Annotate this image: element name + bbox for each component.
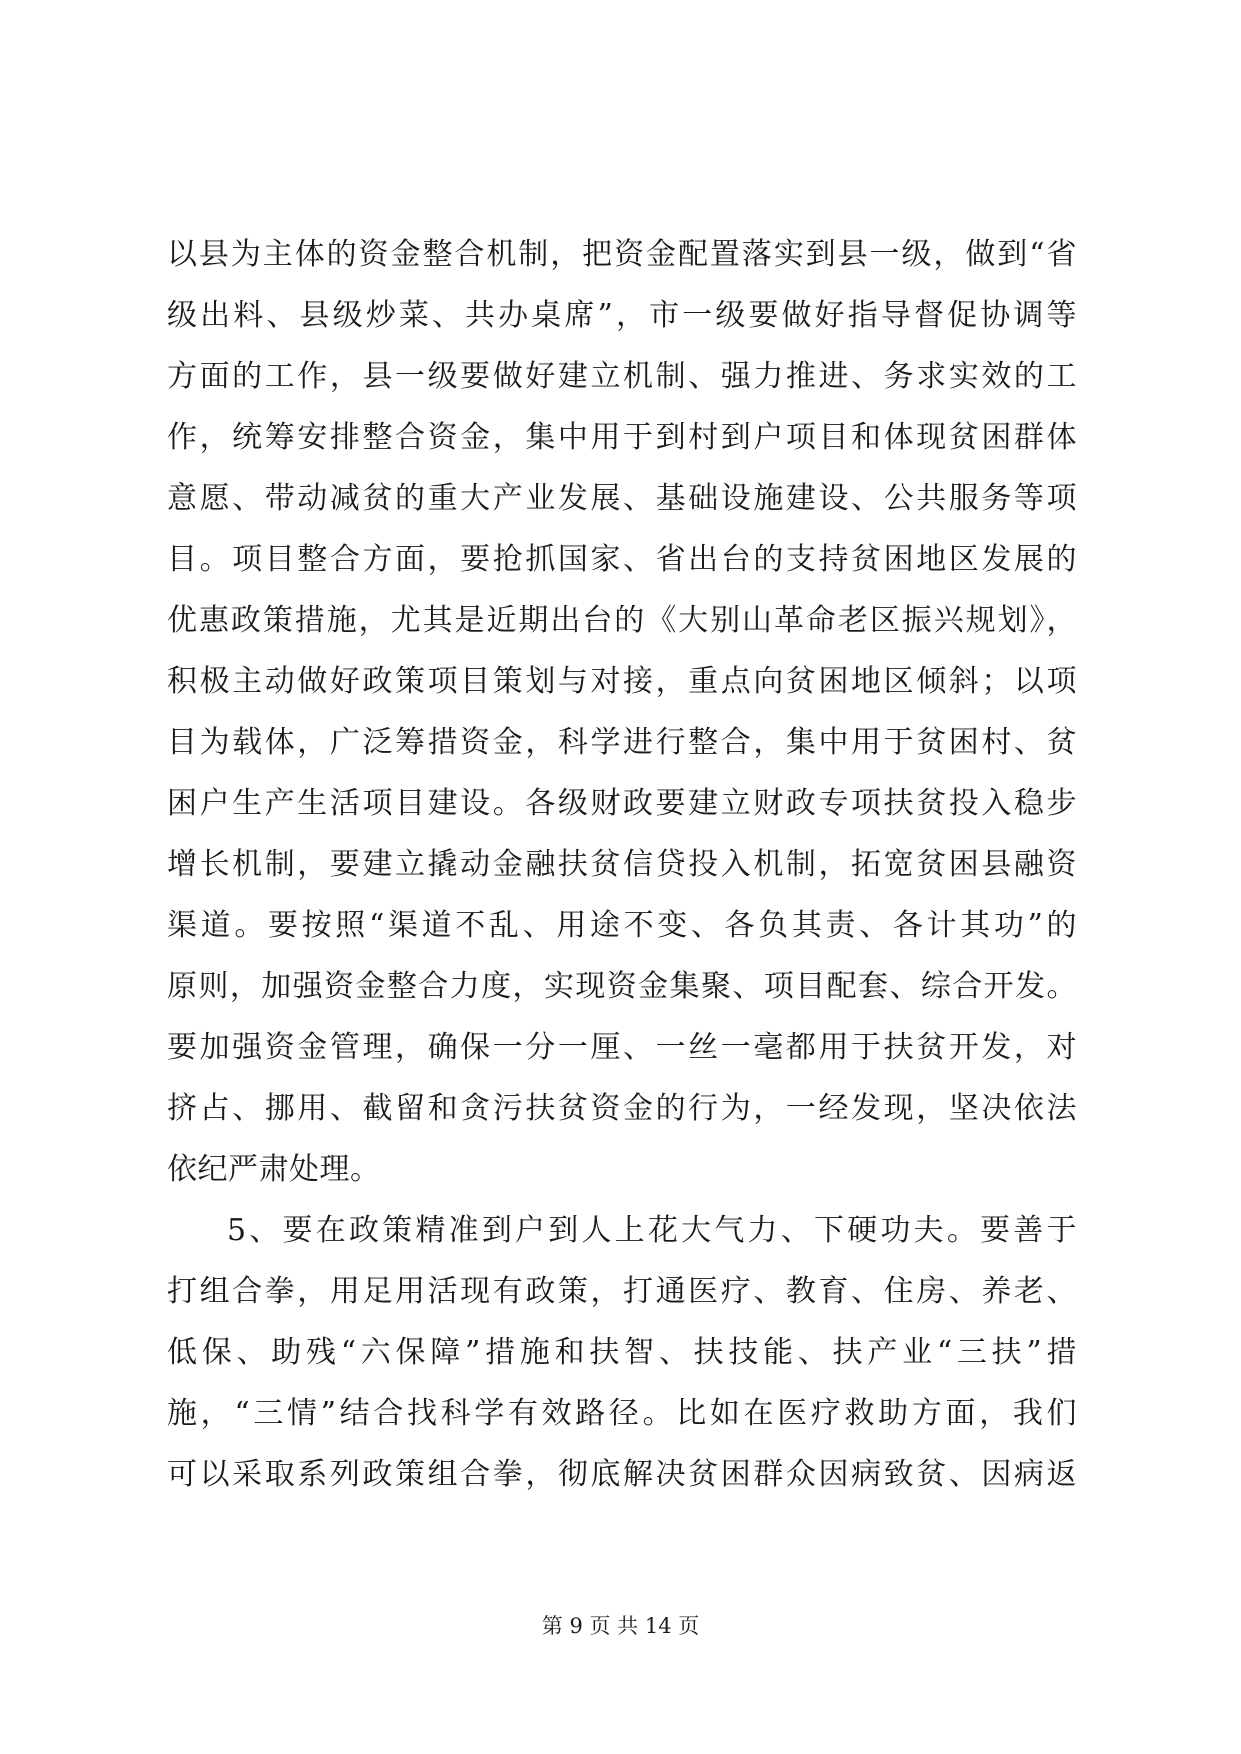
text-line: 挤占、挪用、截留和贪污扶贫资金的行为，一经发现，坚决依法 <box>167 1091 1077 1126</box>
text-line: 依纪严肃处理。 <box>167 1152 381 1187</box>
text-line: 打组合拳，用足用活现有政策，打通医疗、教育、住房、养老、 <box>167 1274 1077 1309</box>
text-line: 低保、助残“六保障”措施和扶智、扶技能、扶产业“三扶”措 <box>167 1335 1077 1370</box>
text-line: 困户生产生活项目建设。各级财政要建立财政专项扶贫投入稳步 <box>167 786 1077 821</box>
text-line: 积极主动做好政策项目策划与对接，重点向贫困地区倾斜；以项 <box>167 664 1077 699</box>
text-line: 可以采取系列政策组合拳，彻底解决贫困群众因病致贫、因病返 <box>167 1457 1077 1492</box>
text-line: 方面的工作，县一级要做好建立机制、强力推进、务求实效的工 <box>167 359 1077 394</box>
document-body <box>167 224 1077 1505</box>
text-line: 施，“三情”结合找科学有效路径。比如在医疗救助方面，我们 <box>167 1396 1077 1431</box>
text-line: 目为载体，广泛筹措资金，科学进行整合，集中用于贫困村、贫 <box>167 725 1077 760</box>
text-line: 意愿、带动减贫的重大产业发展、基础设施建设、公共服务等项 <box>167 481 1077 516</box>
text-line: 增长机制，要建立撬动金融扶贫信贷投入机制，拓宽贫困县融资 <box>167 847 1077 882</box>
paragraph-first-line: 5、要在政策精准到户到人上花大气力、下硬功夫。要善于 <box>227 1213 1077 1248</box>
text-line: 以县为主体的资金整合机制，把资金配置落实到县一级，做到“省 <box>167 237 1077 272</box>
text-line: 目。项目整合方面，要抢抓国家、省出台的支持贫困地区发展的 <box>167 542 1077 577</box>
page-number-footer: 第 9 页 共 14 页 <box>541 1614 700 1638</box>
text-line: 作，统筹安排整合资金，集中用于到村到户项目和体现贫困群体 <box>167 420 1077 455</box>
text-line: 原则，加强资金整合力度，实现资金集聚、项目配套、综合开发。 <box>167 969 1077 1004</box>
text-line: 要加强资金管理，确保一分一厘、一丝一毫都用于扶贫开发，对 <box>167 1030 1077 1065</box>
text-line: 渠道。要按照“渠道不乱、用途不变、各负其责、各计其功”的 <box>167 908 1077 943</box>
text-line: 级出料、县级炒菜、共办桌席”，市一级要做好指导督促协调等 <box>167 298 1077 333</box>
text-line: 优惠政策措施，尤其是近期出台的《大别山革命老区振兴规划》， <box>167 603 1077 638</box>
